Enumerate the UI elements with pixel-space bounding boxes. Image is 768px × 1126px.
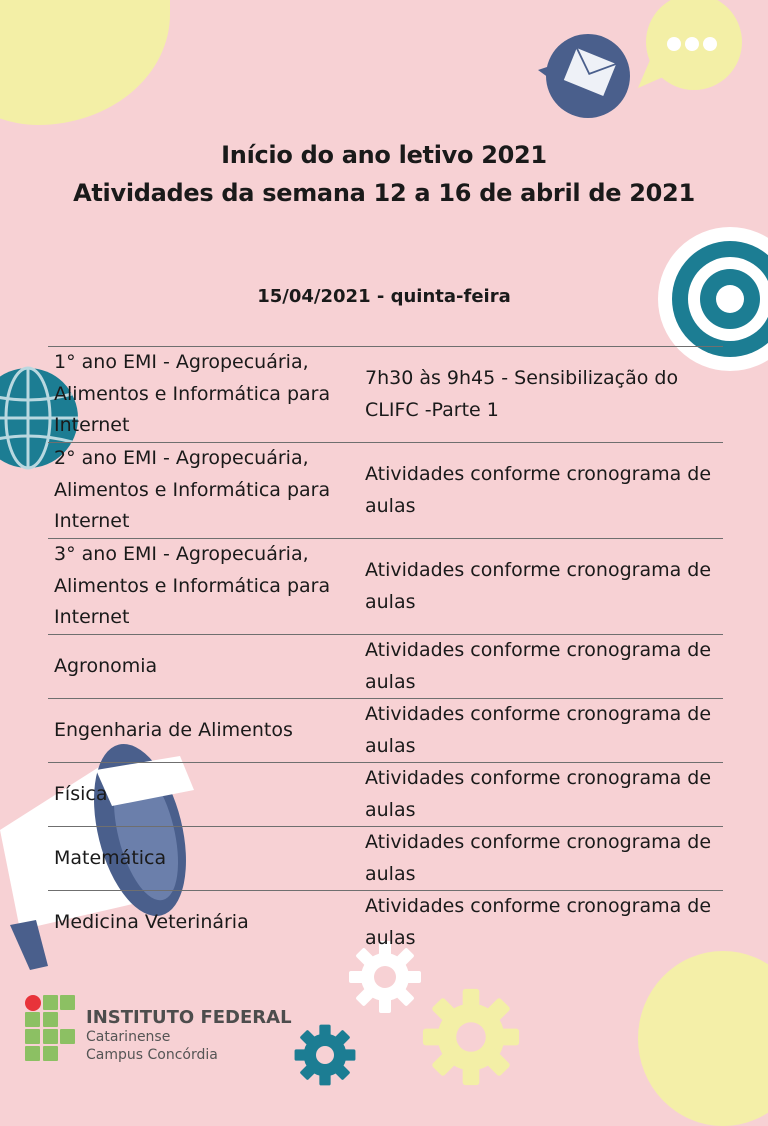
activity-cell: Atividades conforme cronograma de aulas <box>365 831 712 885</box>
date-heading: 15/04/2021 - quinta-feira <box>257 286 511 307</box>
institution-logo <box>25 995 77 1061</box>
activity-cell: Atividades conforme cronograma de aulas <box>365 639 712 693</box>
decor-blob-bottom-right <box>638 951 768 1126</box>
table-row <box>48 763 723 827</box>
logo-line-3: Campus Concórdia <box>86 1047 218 1063</box>
table-row <box>48 827 723 891</box>
table-row <box>48 443 723 539</box>
title-line-1: Início do ano letivo 2021 <box>221 141 547 169</box>
table-row <box>48 635 723 699</box>
course-cell: 3° ano EMI - Agropecuária, Alimentos e Informática para Internet <box>54 543 331 629</box>
decor-blob-top-left <box>0 0 170 125</box>
envelope-icon <box>538 30 636 120</box>
course-cell: Agronomia <box>54 654 158 677</box>
logo-line-1: INSTITUTO FEDERAL <box>86 1007 292 1028</box>
course-cell: 1° ano EMI - Agropecuária, Alimentos e Informática para Internet <box>54 351 331 437</box>
activity-cell: Atividades conforme cronograma de aulas <box>365 463 712 517</box>
schedule-table <box>48 346 723 954</box>
table-row <box>48 539 723 635</box>
table-row <box>48 347 723 443</box>
chat-bubble-icon <box>636 0 746 92</box>
page-title <box>0 136 768 212</box>
activity-cell: Atividades conforme cronograma de aulas <box>365 703 712 757</box>
course-cell: Matemática <box>54 846 167 869</box>
table-row <box>48 891 723 954</box>
course-cell: Física <box>54 782 108 805</box>
course-cell: Medicina Veterinária <box>54 910 249 933</box>
course-cell: Engenharia de Alimentos <box>54 718 293 741</box>
activity-cell: 7h30 às 9h45 - Sensibilização do CLIFC -Parte 1 <box>365 367 679 421</box>
activity-cell: Atividades conforme cronograma de aulas <box>365 767 712 821</box>
institution-name <box>86 1008 292 1064</box>
gear-icon <box>418 988 524 1086</box>
title-line-2: Atividades da semana 12 a 16 de abril de 2021 <box>73 179 695 207</box>
course-cell: 2° ano EMI - Agropecuária, Alimentos e Informática para Internet <box>54 447 331 533</box>
table-row <box>48 699 723 763</box>
logo-line-2: Catarinense <box>86 1029 171 1045</box>
activity-cell: Atividades conforme cronograma de aulas <box>365 559 712 613</box>
activity-cell: Atividades conforme cronograma de aulas <box>365 895 712 949</box>
